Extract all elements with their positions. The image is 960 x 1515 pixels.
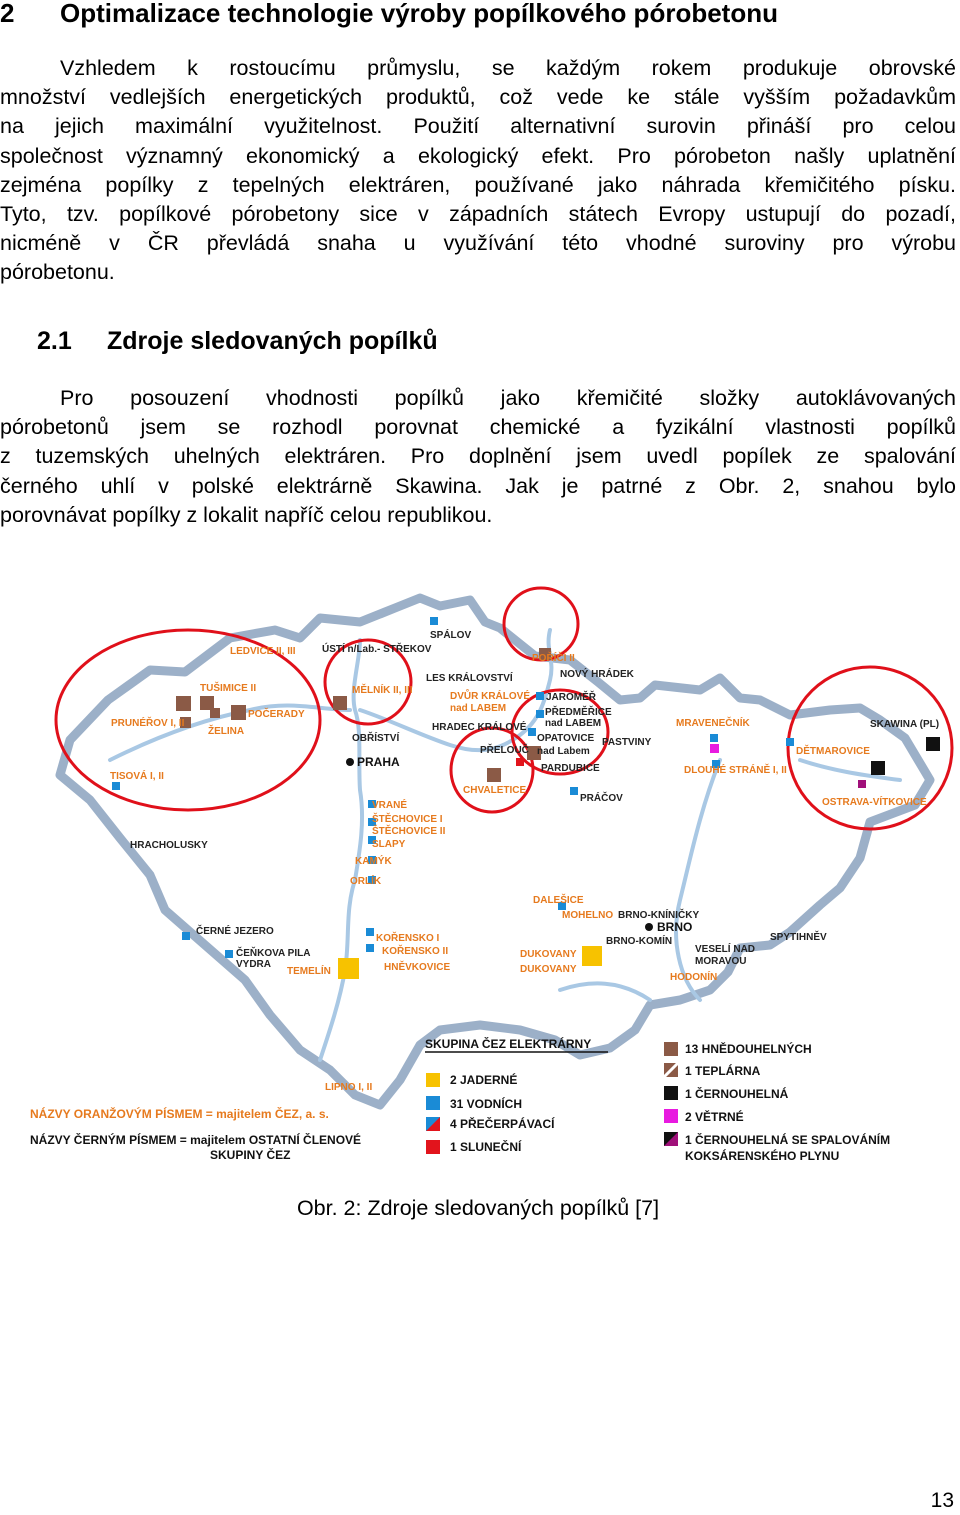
city-dot-brno (645, 923, 653, 931)
place-label: LIPNO I, II (325, 1082, 373, 1093)
place-label: SLAPY (372, 839, 406, 850)
brown-coal-marker (176, 696, 191, 711)
place-label: KOŘENSKO I (376, 933, 440, 944)
brown-coal-marker (210, 708, 220, 718)
place-label: JAROMĚŘ (546, 692, 597, 703)
city-dot-praha (346, 758, 354, 766)
hydro-marker (182, 932, 190, 940)
place-label: DUKOVANY (520, 949, 577, 960)
legend-label-coke-gas-2: KOKSÁRENSKÉHO PLYNU (685, 1149, 840, 1163)
place-label: LES KRÁLOVSTVÍ (426, 673, 513, 684)
page-number: 13 (930, 1489, 954, 1512)
place-label: ČEŇKOVA PILA (236, 948, 311, 959)
place-label: SPYTIHNĚV (770, 932, 827, 943)
place-label: SPÁLOV (430, 630, 472, 641)
text-line: z tuzemských uhelných elektráren. Pro doplnění jsem uvedl popílek ze spalování (0, 444, 956, 469)
place-label: VESELÍ NAD (695, 944, 756, 955)
place-label: DUKOVANY (520, 964, 577, 975)
place-label: BRNO-KOMÍN (606, 936, 673, 947)
place-label: MĚLNÍK II, III (352, 685, 413, 696)
place-label: PASTVINY (602, 737, 652, 748)
place-label: MRAVENEČNÍK (676, 718, 750, 729)
place-label: VRANÉ (372, 800, 408, 811)
hydro-marker (366, 944, 374, 952)
place-label: PRUNÉŘOV I, II (111, 718, 185, 729)
section-title: Zdroje sledovaných popílků (107, 327, 438, 355)
legend-title: SKUPINA ČEZ ELEKTRÁRNY (425, 1037, 592, 1051)
text-line: zejména popílky z tepelných elektráren, používané jako náhrada křemičitého písku. (0, 172, 956, 197)
place-label: DALEŠICE (533, 895, 584, 906)
text-line: pórobetonu. (0, 260, 115, 285)
text-line: společnost významný ekonomický a ekologický efekt. Pro pórobeton našly uplatnění (0, 143, 956, 168)
brown-coal-marker (333, 696, 347, 710)
place-label: OSTRAVA-VÍTKOVICE (822, 797, 927, 808)
place-label: TEMELÍN (287, 966, 331, 977)
hard-coal-marker (926, 737, 940, 751)
text-line: Tyto, tzv. popílkové pórobetony sice v západních státech Evropy ustupují do pozadí, (0, 202, 956, 227)
legend-swatch-nuclear (426, 1073, 440, 1087)
place-label: VYDRA (236, 959, 272, 970)
place-label: DĚTMAROVICE (796, 746, 870, 757)
figure-caption: Obr. 2: Zdroje sledovaných popílků [7] (296, 1196, 660, 1220)
place-label: nad LABEM (450, 703, 507, 714)
hydro-marker (112, 782, 120, 790)
place-label: TUŠIMICE II (200, 683, 257, 694)
map-legend (30, 1036, 890, 1163)
legend-label-solar: 1 SLUNEČNÍ (450, 1140, 522, 1154)
nuclear-marker (338, 958, 359, 979)
place-label: ŠTĚCHOVICE I (372, 814, 443, 825)
legend-note-black-2: SKUPINY ČEZ (210, 1148, 291, 1162)
text-line: množství vedlejších energetických produktů, což vede ke stále vyšším požadavkům (0, 85, 956, 110)
hydro-marker (710, 734, 718, 742)
place-label: POČERADY (248, 709, 305, 720)
place-label: ORLÍK (350, 876, 382, 887)
hydro-marker (430, 617, 438, 625)
place-label: ČERNÉ JEZERO (196, 926, 274, 937)
hydro-marker (366, 928, 374, 936)
place-label: DVŮR KRÁLOVÉ (450, 691, 531, 702)
place-label: MORAVOU (695, 956, 747, 967)
legend-label-hydro: 31 VODNÍCH (450, 1097, 523, 1111)
place-label: OBŘÍSTVÍ (352, 733, 400, 744)
section-paragraph (0, 384, 956, 530)
place-label: HODONÍN (670, 972, 718, 983)
legend-swatch-wind (664, 1109, 678, 1123)
place-label: NOVÝ HRÁDEK (560, 669, 634, 680)
place-label: KOŘENSKO II (382, 946, 449, 957)
nuclear-marker (582, 946, 602, 966)
hydro-marker (786, 738, 794, 746)
place-label: PŘEDMĚŘICE (545, 707, 612, 718)
text-line: nicméně v ČR převládá snaha u využívání této vhodné suroviny pro výrobu (0, 231, 956, 256)
place-label: nad Labem (537, 746, 590, 757)
place-label: BRNO-KNÍNIČKY (618, 910, 700, 921)
chapter-title: Optimalizace technologie výroby popílkového pórobetonu (60, 0, 778, 28)
place-label: OPATOVICE (537, 733, 595, 744)
section-number: 2.1 (37, 327, 72, 355)
legend-swatch-solar (426, 1140, 440, 1154)
legend-label-wind: 2 VĚTRNÉ (685, 1110, 744, 1124)
solar-marker (516, 758, 524, 766)
legend-label-nuclear: 2 JADERNÉ (450, 1073, 518, 1087)
legend-label-heating: 1 TEPLÁRNA (685, 1064, 761, 1078)
legend-swatch-brown-coal (664, 1042, 678, 1056)
hydro-marker (536, 710, 544, 718)
power-plant-map (0, 560, 960, 1170)
chapter-number: 2 (0, 0, 15, 28)
coke-gas-marker (858, 780, 866, 788)
text-line: pórobetonů jsem se rozhodl porovnat chemické a fyzikální vlastnosti popílků (0, 415, 956, 440)
intro-paragraph (0, 54, 956, 288)
brown-coal-marker (231, 705, 246, 720)
text-line: na jejich maximální využitelnost. Použití alternativní surovin přináší pro celou (0, 114, 956, 139)
hydro-marker (225, 950, 233, 958)
place-label: POŘÍČÍ II (532, 653, 575, 664)
place-label: HRADEC KRÁLOVÉ (432, 722, 527, 733)
place-label: SKAWINA (PL) (870, 719, 940, 730)
place-label: ÚSTÍ n/Lab.- STŘEKOV (322, 644, 432, 655)
place-label: DLOUHÉ STRÁNĚ I, II (684, 765, 787, 776)
legend-label-hard-coal: 1 ČERNOUHELNÁ (685, 1087, 789, 1101)
text-line: Pro posouzení vhodnosti popílků jako křemičité složky autoklávovaných (60, 386, 956, 410)
place-label: PŘELOUČ (480, 745, 529, 756)
text-line: černého uhlí v polské elektrárně Skawina. Jak je patrné z Obr. 2, snahou bylo (0, 473, 956, 498)
legend-label-brown-coal: 13 HNĚDOUHELNÝCH (685, 1042, 812, 1056)
legend-swatch-hard-coal (664, 1086, 678, 1100)
hydro-marker (528, 728, 536, 736)
legend-label-coke-gas: 1 ČERNOUHELNÁ SE SPALOVÁNÍM (685, 1133, 891, 1147)
legend-note-orange: NÁZVY ORANŽOVÝM PÍSMEM = majitelem ČEZ, a. s. (30, 1107, 329, 1121)
hydro-marker (570, 787, 578, 795)
place-label: CHVALETICE (463, 785, 527, 796)
place-label: nad LABEM (545, 718, 602, 729)
hydro-marker (536, 692, 544, 700)
hard-coal-marker (871, 761, 885, 775)
wind-marker (710, 744, 719, 753)
chapter-heading (0, 0, 778, 29)
place-label: PRAHA (357, 755, 400, 769)
place-label: HNĚVKOVICE (384, 962, 451, 973)
place-label: TISOVÁ I, II (110, 771, 164, 782)
place-label: PARDUBICE (541, 763, 600, 774)
place-label: KAMÝK (355, 856, 392, 867)
place-label: LEDVICE II, III (230, 646, 296, 657)
text-line: Vzhledem k rostoucímu průmyslu, se každým rokem produkuje obrovské (60, 56, 956, 80)
legend-swatch-hydro (426, 1096, 440, 1110)
text-line: porovnávat popílky z lokalit napříč celou republikou. (0, 502, 493, 527)
brown-coal-marker (200, 696, 214, 710)
place-label: MOHELNO (562, 910, 614, 921)
section-heading (37, 327, 438, 356)
place-label: ŠTĚCHOVICE II (372, 826, 446, 837)
brown-coal-marker (487, 768, 501, 782)
legend-note-black: NÁZVY ČERNÝM PÍSMEM = majitelem OSTATNÍ ČLENOVÉ (30, 1133, 362, 1147)
place-label: BRNO (657, 920, 693, 934)
place-label: HRACHOLUSKY (130, 840, 208, 851)
place-label: PRÁČOV (580, 793, 623, 804)
legend-label-pumped: 4 PŘEČERPÁVACÍ (450, 1117, 555, 1131)
place-label: ŽELINA (208, 726, 245, 737)
